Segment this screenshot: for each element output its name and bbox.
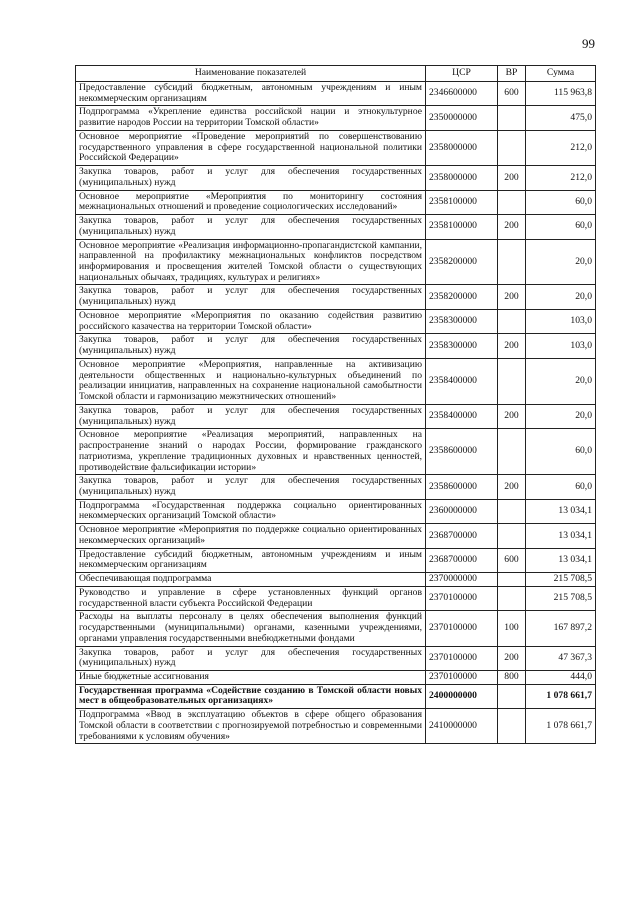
table-row — [76, 285, 596, 309]
row-code-cell: 2370100000 — [426, 646, 498, 670]
table-row — [76, 130, 596, 165]
row-amount-cell: 103,0 — [526, 334, 596, 358]
table-row — [76, 586, 596, 610]
row-amount-cell: 103,0 — [526, 309, 596, 333]
page-number: 99 — [582, 36, 595, 51]
row-vr-cell — [498, 190, 526, 214]
row-amount-cell: 13 034,1 — [526, 548, 596, 572]
budget-table — [75, 65, 596, 744]
row-code-cell: 2358300000 — [426, 309, 498, 333]
row-vr-cell: 600 — [498, 548, 526, 572]
row-amount-cell: 1 078 661,7 — [526, 709, 596, 744]
row-vr-cell: 200 — [498, 334, 526, 358]
row-vr-cell — [498, 358, 526, 404]
row-vr-cell: 200 — [498, 285, 526, 309]
row-code-cell: 2358000000 — [426, 166, 498, 190]
row-name-cell: Государственная программа «Содействие созданию в Томской области новых мест в общеобразовательных организациях» — [76, 684, 426, 708]
table-header-row — [76, 66, 596, 82]
row-name-cell: Закупка товаров, работ и услуг для обеспечения государственных (муниципальных) нужд — [76, 285, 426, 309]
table-row — [76, 215, 596, 239]
row-name-cell: Подпрограмма «Государственная поддержка социально ориентированных некоммерческих организаций Томской области» — [76, 499, 426, 523]
row-vr-cell — [498, 709, 526, 744]
row-name-cell: Основное мероприятие «Реализация мероприятий, направленных на распространение знаний о народах России, формирование гражданского патриотизма, укрепление традиционных духовных и нравственных ценностей, противодействие фальсификации истории» — [76, 429, 426, 475]
row-vr-cell — [498, 684, 526, 708]
row-code-cell: 2358000000 — [426, 130, 498, 165]
row-vr-cell — [498, 524, 526, 548]
header-code: ЦСР — [426, 66, 498, 82]
row-amount-cell: 215 708,5 — [526, 586, 596, 610]
row-code-cell: 2358600000 — [426, 429, 498, 475]
row-name-cell: Закупка товаров, работ и услуг для обеспечения государственных (муниципальных) нужд — [76, 166, 426, 190]
row-code-cell: 2368700000 — [426, 524, 498, 548]
table-row — [76, 358, 596, 404]
table-row — [76, 524, 596, 548]
row-amount-cell: 20,0 — [526, 285, 596, 309]
row-code-cell: 2358100000 — [426, 215, 498, 239]
row-amount-cell: 1 078 661,7 — [526, 684, 596, 708]
row-vr-cell: 600 — [498, 82, 526, 106]
table-row — [76, 684, 596, 708]
row-vr-cell: 200 — [498, 475, 526, 499]
row-vr-cell — [498, 130, 526, 165]
row-code-cell: 2358100000 — [426, 190, 498, 214]
row-code-cell: 2370100000 — [426, 670, 498, 684]
row-vr-cell: 800 — [498, 670, 526, 684]
row-code-cell: 2358200000 — [426, 239, 498, 285]
row-amount-cell: 60,0 — [526, 429, 596, 475]
row-vr-cell — [498, 239, 526, 285]
row-amount-cell: 60,0 — [526, 215, 596, 239]
row-amount-cell: 47 367,3 — [526, 646, 596, 670]
row-code-cell: 2358200000 — [426, 285, 498, 309]
table-row — [76, 611, 596, 646]
row-code-cell: 2346600000 — [426, 82, 498, 106]
row-amount-cell: 115 963,8 — [526, 82, 596, 106]
row-amount-cell: 475,0 — [526, 106, 596, 130]
row-vr-cell: 200 — [498, 404, 526, 428]
row-vr-cell: 200 — [498, 215, 526, 239]
row-name-cell: Основное мероприятие «Реализация информационно-пропагандистской кампании, направленной на профилактику межнациональных конфликтов посредством информирования и просвещения жителей Томской области о существующих национальных обычаях, традициях, культурах и религиях» — [76, 239, 426, 285]
row-code-cell: 2370000000 — [426, 573, 498, 587]
row-vr-cell — [498, 106, 526, 130]
row-name-cell: Подпрограмма «Ввод в эксплуатацию объектов в сфере общего образования Томской области в соответствии с прогнозируемой потребностью и современными требованиями к условиям обучения» — [76, 709, 426, 744]
row-name-cell: Закупка товаров, работ и услуг для обеспечения государственных (муниципальных) нужд — [76, 475, 426, 499]
row-vr-cell — [498, 586, 526, 610]
table-row — [76, 166, 596, 190]
table-row — [76, 499, 596, 523]
table-row — [76, 573, 596, 587]
row-vr-cell — [498, 499, 526, 523]
row-vr-cell: 200 — [498, 646, 526, 670]
table-body — [76, 82, 596, 744]
row-vr-cell: 100 — [498, 611, 526, 646]
row-name-cell: Обеспечивающая подпрограмма — [76, 573, 426, 587]
row-amount-cell: 212,0 — [526, 166, 596, 190]
table-row — [76, 82, 596, 106]
row-name-cell: Закупка товаров, работ и услуг для обеспечения государственных (муниципальных) нужд — [76, 334, 426, 358]
row-code-cell: 2350000000 — [426, 106, 498, 130]
row-name-cell: Основное мероприятие «Мероприятия, направленные на активизацию деятельности общественных и национально-культурных объединений по реализации инициатив, направленных на сохранение национальной самобытности Томской области и гармонизацию межэтнических отношений» — [76, 358, 426, 404]
row-code-cell: 2370100000 — [426, 586, 498, 610]
row-name-cell: Закупка товаров, работ и услуг для обеспечения государственных (муниципальных) нужд — [76, 215, 426, 239]
row-name-cell: Закупка товаров, работ и услуг для обеспечения государственных (муниципальных) нужд — [76, 404, 426, 428]
table-row — [76, 309, 596, 333]
row-amount-cell: 20,0 — [526, 404, 596, 428]
row-name-cell: Основное мероприятие «Мероприятия по мониторингу состояния межнациональных отношений и проведение социологических исследований» — [76, 190, 426, 214]
row-code-cell: 2358300000 — [426, 334, 498, 358]
row-code-cell: 2410000000 — [426, 709, 498, 744]
table-row — [76, 106, 596, 130]
table-row — [76, 239, 596, 285]
row-vr-cell: 200 — [498, 166, 526, 190]
table-row — [76, 709, 596, 744]
row-name-cell: Иные бюджетные ассигнования — [76, 670, 426, 684]
row-vr-cell — [498, 309, 526, 333]
row-name-cell: Основное мероприятие «Проведение мероприятий по совершенствованию государственного управления в сфере государственной национальной политики Российской Федерации» — [76, 130, 426, 165]
table-row — [76, 404, 596, 428]
row-name-cell: Подпрограмма «Укрепление единства российской нации и этнокультурное развитие народов России на территории Томской области» — [76, 106, 426, 130]
row-amount-cell: 444,0 — [526, 670, 596, 684]
table-row — [76, 670, 596, 684]
table-row — [76, 334, 596, 358]
row-code-cell: 2358600000 — [426, 475, 498, 499]
row-amount-cell: 20,0 — [526, 239, 596, 285]
header-name: Наименование показателей — [76, 66, 426, 82]
table-row — [76, 475, 596, 499]
table-row — [76, 190, 596, 214]
row-vr-cell — [498, 573, 526, 587]
row-amount-cell: 215 708,5 — [526, 573, 596, 587]
row-amount-cell: 60,0 — [526, 190, 596, 214]
row-amount-cell: 167 897,2 — [526, 611, 596, 646]
table-row — [76, 429, 596, 475]
row-code-cell: 2358400000 — [426, 358, 498, 404]
row-name-cell: Закупка товаров, работ и услуг для обеспечения государственных (муниципальных) нужд — [76, 646, 426, 670]
header-vr: ВР — [498, 66, 526, 82]
row-vr-cell — [498, 429, 526, 475]
header-amount: Сумма — [526, 66, 596, 82]
row-amount-cell: 60,0 — [526, 475, 596, 499]
row-name-cell: Расходы на выплаты персоналу в целях обеспечения выполнения функций государственными (муниципальными) органами, казенными учреждениями, органами управления государственными внебюджетными фондами — [76, 611, 426, 646]
row-code-cell: 2360000000 — [426, 499, 498, 523]
row-name-cell: Основное мероприятие «Мероприятия по поддержке социально ориентированных некоммерческих организаций» — [76, 524, 426, 548]
row-name-cell: Руководство и управление в сфере установленных функций органов государственной власти субъекта Российской Федерации — [76, 586, 426, 610]
row-code-cell: 2400000000 — [426, 684, 498, 708]
row-name-cell: Основное мероприятие «Мероприятия по оказанию содействия развитию российского казачества на территории Томской области» — [76, 309, 426, 333]
table-row — [76, 646, 596, 670]
row-name-cell: Предоставление субсидий бюджетным, автономным учреждениям и иным некоммерческим организациям — [76, 82, 426, 106]
row-code-cell: 2358400000 — [426, 404, 498, 428]
row-amount-cell: 13 034,1 — [526, 524, 596, 548]
row-amount-cell: 212,0 — [526, 130, 596, 165]
row-name-cell: Предоставление субсидий бюджетным, автономным учреждениям и иным некоммерческим организациям — [76, 548, 426, 572]
table-row — [76, 548, 596, 572]
row-code-cell: 2370100000 — [426, 611, 498, 646]
row-code-cell: 2368700000 — [426, 548, 498, 572]
row-amount-cell: 13 034,1 — [526, 499, 596, 523]
row-amount-cell: 20,0 — [526, 358, 596, 404]
